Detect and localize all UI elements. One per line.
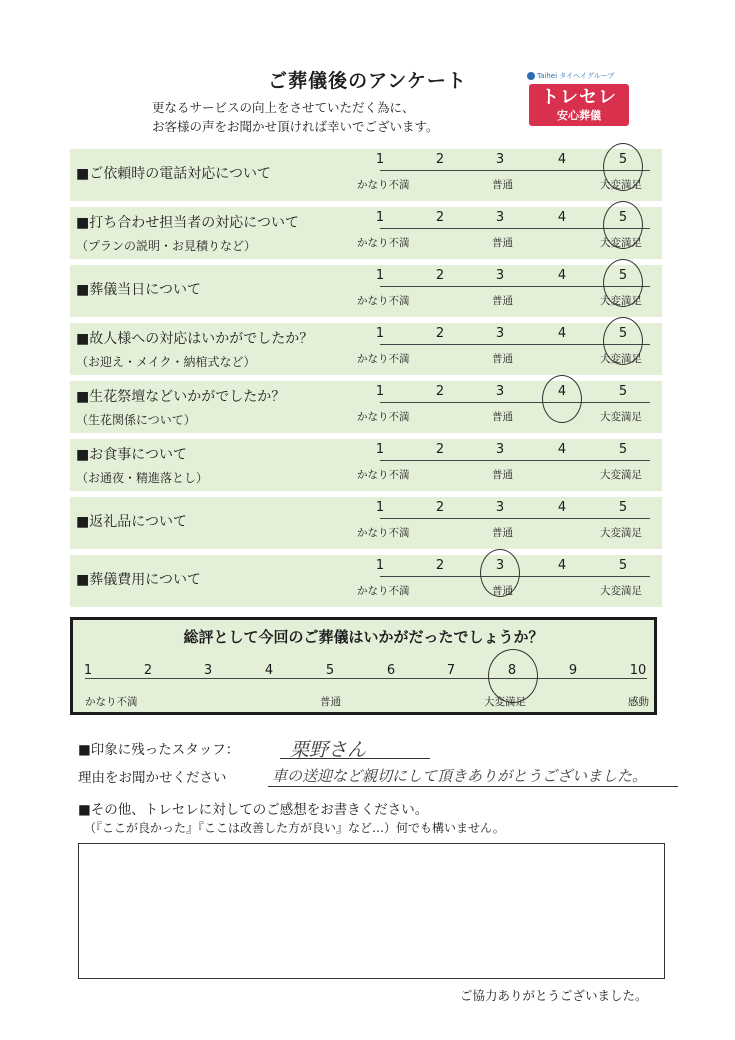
- scale-option-2[interactable]: 2: [435, 558, 445, 573]
- scale-option-5[interactable]: 5: [618, 500, 628, 515]
- scale-option-3[interactable]: 3: [495, 326, 505, 341]
- scale-option-3[interactable]: 3: [495, 558, 505, 573]
- scale-low-label: かなり不満: [357, 179, 410, 191]
- scale-option-5[interactable]: 5: [618, 558, 628, 573]
- overall-option-9[interactable]: 9: [568, 663, 578, 678]
- overall-label-mid: 普通: [320, 696, 341, 708]
- question-row: [70, 497, 662, 549]
- question-note: （生花関係について）: [76, 413, 196, 427]
- overall-option-2[interactable]: 2: [143, 663, 153, 678]
- overall-label-high: 大変満足: [484, 696, 526, 708]
- question-row: [70, 439, 662, 491]
- scale-high-label: 大変満足: [600, 527, 642, 539]
- scale-mid-label: 普通: [492, 469, 513, 481]
- question-title: ■葬儀当日について: [76, 282, 201, 298]
- question-note: （お迎え・メイク・納棺式など）: [76, 355, 256, 369]
- scale-low-label: かなり不満: [357, 295, 410, 307]
- scale-mid-label: 普通: [492, 527, 513, 539]
- scale-option-2[interactable]: 2: [435, 210, 445, 225]
- overall-option-10[interactable]: 10: [629, 663, 647, 678]
- scale-option-5[interactable]: 5: [618, 268, 628, 283]
- thanks-message: ご協力ありがとうございました。: [460, 988, 648, 1003]
- scale-option-1[interactable]: 1: [375, 384, 385, 399]
- scale-option-4[interactable]: 4: [557, 558, 567, 573]
- intro-line-2: お客様の声をお聞かせ頂ければ幸いでございます。: [152, 119, 439, 134]
- question-title: ■返礼品について: [76, 514, 187, 530]
- tresele-logo: [527, 71, 631, 126]
- scale-option-2[interactable]: 2: [435, 500, 445, 515]
- scale-mid-label: 普通: [492, 179, 513, 191]
- question-title: ■お食事について: [76, 447, 187, 463]
- scale-option-4[interactable]: 4: [557, 384, 567, 399]
- scale-option-1[interactable]: 1: [375, 558, 385, 573]
- scale-mid-label: 普通: [492, 411, 513, 423]
- scale-low-label: かなり不満: [357, 469, 410, 481]
- question-row: [70, 381, 662, 433]
- scale-option-2[interactable]: 2: [435, 152, 445, 167]
- overall-rating-box: [70, 617, 657, 715]
- overall-option-7[interactable]: 7: [446, 663, 456, 678]
- question-row: [70, 555, 662, 607]
- overall-label-top: 感動: [628, 696, 649, 708]
- scale-option-1[interactable]: 1: [375, 500, 385, 515]
- question-note: （プランの説明・お見積りなど）: [76, 239, 257, 253]
- question-row: [70, 149, 662, 201]
- comments-label: ■その他、トレセレに対してのご感想をお書きください。: [78, 802, 429, 818]
- reason-label: 理由をお聞かせください: [78, 770, 227, 786]
- reason-answer[interactable]: 車の送迎など親切にして頂きありがとうございました。: [272, 767, 648, 785]
- logo-badge: [529, 84, 629, 126]
- scale-high-label: 大変満足: [600, 353, 642, 365]
- overall-option-3[interactable]: 3: [203, 663, 213, 678]
- question-title: ■打ち合わせ担当者の対応について: [76, 215, 299, 231]
- comments-hint: （『ここが良かった』『ここは改善した方が良い』など…）何でも構いません。: [84, 821, 505, 835]
- scale-option-1[interactable]: 1: [375, 210, 385, 225]
- selected-circle: [542, 375, 582, 423]
- question-note: （お通夜・精進落とし）: [76, 471, 209, 485]
- scale-option-5[interactable]: 5: [618, 152, 628, 167]
- question-title: ■故人様への対応はいかがでしたか？: [76, 331, 314, 347]
- scale-mid-label: 普通: [492, 353, 513, 365]
- overall-option-6[interactable]: 6: [386, 663, 396, 678]
- taihei-group-mark: [527, 71, 631, 81]
- question-row: [70, 265, 662, 317]
- taihei-logo-icon: [527, 72, 535, 80]
- scale-option-4[interactable]: 4: [557, 500, 567, 515]
- overall-option-1[interactable]: 1: [83, 663, 93, 678]
- scale-option-2[interactable]: 2: [435, 384, 445, 399]
- question-title: ■生花祭壇などいかがでしたか？: [76, 389, 286, 405]
- scale-option-4[interactable]: 4: [557, 268, 567, 283]
- intro-line-1: 更なるサービスの向上をさせていただく為に、: [152, 100, 415, 115]
- overall-option-8[interactable]: 8: [507, 663, 517, 678]
- scale-high-label: 大変満足: [600, 469, 642, 481]
- survey-title: ご葬儀後のアンケート: [268, 70, 467, 92]
- scale-option-5[interactable]: 5: [618, 210, 628, 225]
- scale-option-1[interactable]: 1: [375, 152, 385, 167]
- scale-mid-label: 普通: [492, 585, 513, 597]
- question-title: ■ご依頼時の電話対応について: [76, 166, 271, 182]
- scale-option-3[interactable]: 3: [495, 500, 505, 515]
- scale-high-label: 大変満足: [600, 179, 642, 191]
- scale-low-label: かなり不満: [357, 353, 410, 365]
- scale-option-2[interactable]: 2: [435, 442, 445, 457]
- staff-label: ■印象に残ったスタッフ：: [78, 742, 240, 758]
- scale-option-3[interactable]: 3: [495, 210, 505, 225]
- scale-option-1[interactable]: 1: [375, 326, 385, 341]
- scale-high-label: 大変満足: [600, 237, 642, 249]
- scale-low-label: かなり不満: [357, 585, 410, 597]
- scale-option-4[interactable]: 4: [557, 442, 567, 457]
- scale-option-2[interactable]: 2: [435, 326, 445, 341]
- scale-high-label: 大変満足: [600, 295, 642, 307]
- scale-option-5[interactable]: 5: [618, 442, 628, 457]
- question-row: [70, 323, 662, 375]
- scale-mid-label: 普通: [492, 295, 513, 307]
- question-row: [70, 207, 662, 259]
- scale-option-4[interactable]: 4: [557, 210, 567, 225]
- overall-scale-line: [85, 678, 647, 679]
- scale-option-4[interactable]: 4: [557, 152, 567, 167]
- staff-answer[interactable]: 栗野さん: [290, 739, 367, 761]
- overall-option-4[interactable]: 4: [264, 663, 274, 678]
- question-title: ■葬儀費用について: [76, 572, 201, 588]
- logo-subtitle: 安心葬儀: [557, 109, 601, 122]
- scale-line: [380, 402, 650, 403]
- scale-low-label: かなり不満: [357, 411, 410, 423]
- scale-option-2[interactable]: 2: [435, 268, 445, 283]
- logo-group-label: Taihei タイヘイグループ: [537, 72, 615, 80]
- scale-option-5[interactable]: 5: [618, 326, 628, 341]
- scale-high-label: 大変満足: [600, 411, 642, 423]
- scale-option-3[interactable]: 3: [495, 268, 505, 283]
- scale-low-label: かなり不満: [357, 237, 410, 249]
- scale-option-1[interactable]: 1: [375, 442, 385, 457]
- scale-low-label: かなり不満: [357, 527, 410, 539]
- overall-label-low: かなり不満: [85, 696, 138, 708]
- scale-line: [380, 460, 650, 461]
- scale-option-5[interactable]: 5: [618, 384, 628, 399]
- overall-option-5[interactable]: 5: [325, 663, 335, 678]
- scale-option-3[interactable]: 3: [495, 442, 505, 457]
- scale-line: [380, 518, 650, 519]
- logo-brand: トレセレ: [541, 87, 617, 108]
- staff-underline: [280, 758, 430, 759]
- scale-high-label: 大変満足: [600, 585, 642, 597]
- scale-option-1[interactable]: 1: [375, 268, 385, 283]
- scale-mid-label: 普通: [492, 237, 513, 249]
- scale-option-3[interactable]: 3: [495, 384, 505, 399]
- reason-underline: [268, 786, 678, 787]
- scale-option-4[interactable]: 4: [557, 326, 567, 341]
- scale-option-3[interactable]: 3: [495, 152, 505, 167]
- overall-question: 総評として今回のご葬儀はいかがだったでしょうか？: [183, 628, 544, 646]
- comments-box[interactable]: [78, 843, 665, 979]
